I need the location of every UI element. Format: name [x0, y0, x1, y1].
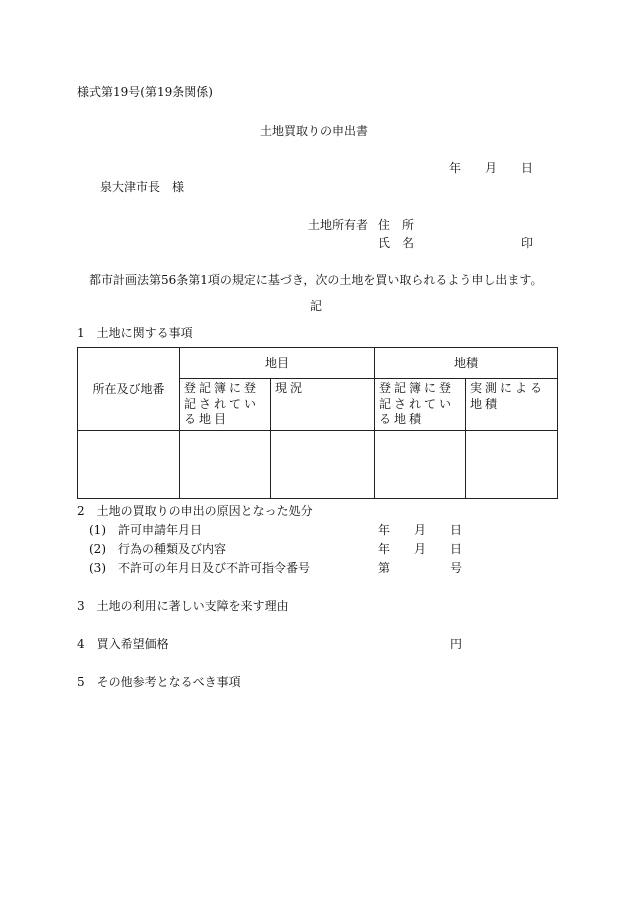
location-header: 所在及び地番	[78, 348, 180, 431]
item-label: 許可申請年月日	[118, 523, 203, 537]
item-month: 月	[414, 542, 427, 556]
item-day: 日	[450, 523, 463, 537]
data-cell-chiseki-registered[interactable]	[375, 430, 466, 498]
item-go: 号	[450, 561, 463, 575]
item-month: 月	[414, 523, 427, 537]
date-year: 年	[449, 161, 462, 175]
item-day: 日	[450, 542, 463, 556]
item-number: (1)	[89, 523, 106, 537]
form-number: 様式第19号(第19条関係)	[77, 85, 213, 99]
land-table	[77, 347, 558, 499]
section1-heading: 1 土地に関する事項	[77, 326, 193, 340]
data-cell-chiseki-measured[interactable]	[466, 430, 558, 498]
section5-heading: 5 その他参考となるべき事項	[77, 675, 241, 689]
statement: 都市計画法第56条第1項の規定に基づき，次の土地を買い取られるよう申し出ます。	[89, 273, 543, 287]
section3-heading: 3 土地の利用に著しい支障を来す理由	[77, 599, 289, 613]
item-number: (3)	[89, 561, 106, 575]
addressee: 泉大津市長 様	[100, 180, 185, 194]
chimoku-registered-header: 登記簿に登記されている地目	[180, 379, 271, 431]
chiseki-measured-header: 実測による地積	[466, 379, 558, 431]
address-label: 住 所	[378, 218, 415, 232]
chimoku-current-header: 現況	[271, 379, 375, 431]
page-title: 土地買取りの申出書	[260, 124, 369, 138]
data-cell-chimoku-current[interactable]	[271, 430, 375, 498]
item-year: 年	[378, 523, 391, 537]
name-label: 氏 名	[378, 236, 415, 250]
section4-heading: 4 買入希望価格	[77, 637, 169, 651]
ki-heading: 記	[310, 299, 323, 313]
item-year: 年	[378, 542, 391, 556]
section2-heading: 2 土地の買取りの申出の原因となった処分	[77, 504, 313, 518]
yen-unit: 円	[450, 637, 463, 651]
item-label: 不許可の年月日及び不許可指令番号	[118, 561, 311, 575]
data-cell-location[interactable]	[78, 430, 180, 498]
chiseki-header: 地積	[375, 348, 558, 379]
item-label: 行為の種類及び内容	[118, 542, 227, 556]
date-day: 日	[521, 161, 534, 175]
seal-mark: 印	[521, 236, 534, 250]
date-month: 月	[485, 161, 498, 175]
item-dai: 第	[378, 561, 391, 575]
item-number: (2)	[89, 542, 106, 556]
data-cell-chimoku-registered[interactable]	[180, 430, 271, 498]
chimoku-header: 地目	[180, 348, 375, 379]
owner-label: 土地所有者	[308, 218, 369, 232]
chiseki-registered-header: 登記簿に登記されている地積	[375, 379, 466, 431]
